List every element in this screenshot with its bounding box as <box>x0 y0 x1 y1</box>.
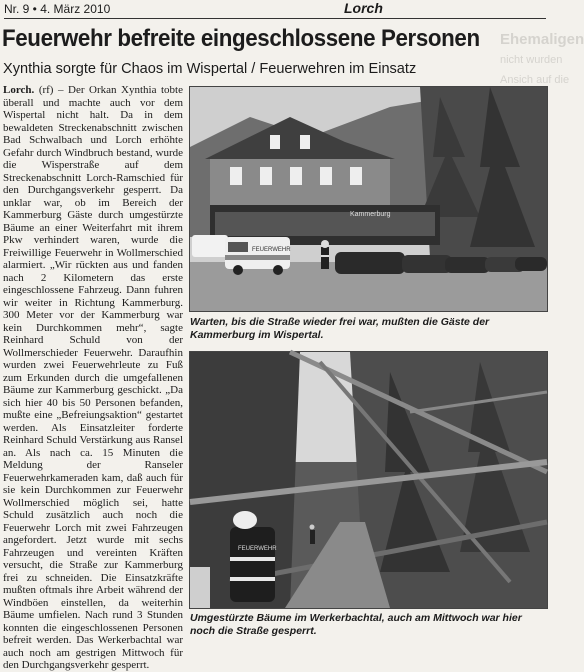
caption-kammerburg: Warten, bis die Straße wieder frei war, mußten die Gäste der Kammerburg im Wispertal. <box>190 316 490 341</box>
headline: Feuerwehr befreite eingeschlossene Personen <box>2 25 480 52</box>
caption-fallen-trees: Umgestürzte Bäume im Werkerbachtal, auch am Mittwoch war hier noch die Straße gesperrt. <box>190 612 522 637</box>
building-sign: Kammerburg <box>350 211 391 218</box>
dateline: Lorch. <box>3 84 35 96</box>
page-header <box>4 1 546 19</box>
jacket-text: FEUERWEHR <box>238 546 277 552</box>
article-body <box>3 84 183 671</box>
subheadline: Xynthia sorgte für Chaos im Wispertal / Feuerwehren im Einsatz <box>3 60 417 77</box>
photo-kammerburg <box>189 86 548 312</box>
photo-fallen-trees <box>189 351 548 609</box>
article-text: (rf) – Der Orkan Xynthia tobte überall und machte auch vor dem Wispertal nicht halt. Da in dem bewaldeten Streckenabschnitt zwischen Bad Schwalbach und Lorch erhöhte Gefahr durch Windbruch bestand, wurde die Wisperstraße auf dem Streckenabschnitt Lorch-Ramschied für den Durchgangsverkehr gesperrt. Da unklar war, ob im Bereich der Kammerburg Gäste durch umgestürzte Bäume an einer Weiterfahrt mit ihrem Pkw verhindert waren, wurde die Freiwillige Feuerwehr in Wollmerschied alarmiert. „Wir rückten aus und fanden nach 2 Kilometern das erste eingeschlossene Fahrzeug. Dann fuhren wir weiter in Richtung Kammerburg. 300 Meter vor der Kammerburg war kein Durchkommen mehr“, sagte Reinhard Schuld von der Wollmerschieder Feuerwehr. Daraufhin wurden zwei Feuerwehrleute zu Fuß zum Erkunden durch die umgefallenen Bäume zur Kammerburg geschickt. „Da sich hier 40 bis 50 Personen befanden, mußte eine „Befreiungsaktion“ gestartet werden. Als Einsatzleiter forderte Reinhard Schuld Verstärkung aus Ransel an. Als nach ca. 15 Minuten die Meldung der Ranseler Feuerwehrkameraden kam, daß auch für sie kein Durchkommen zur Feuerwehr Wollmerschied möglich sei, hatte Schuld zusätzlich auch noch die Feuerwehr Lorch mit zwei Fahrzeugen angefordert. Jetzt wurde mit sechs Fahrzeugen und vereinten Kräften versucht, die Straße zur Kammerburg frei zu schneiden. Die Einsatzkräfte mußten oftmals ihre Arbeit während der Windböen einstellen, da weiterhin Bäume umfielen. Nach rund 3 Stunden konnten die eingeschlossenen Personen befreit werden. Das Werkerbachtal war auch noch am gestrigen Mittwoch für den Durchgangsverkehr gesperrt. <box>3 84 183 671</box>
issue-date: Nr. 9 • 4. März 2010 <box>4 2 111 16</box>
truck-sign: FEUERWEHR <box>252 247 291 253</box>
bleed-through-text: Ehemaligen nicht wurden Ansich auf die <box>500 31 584 86</box>
section-title: Lorch <box>344 0 383 16</box>
